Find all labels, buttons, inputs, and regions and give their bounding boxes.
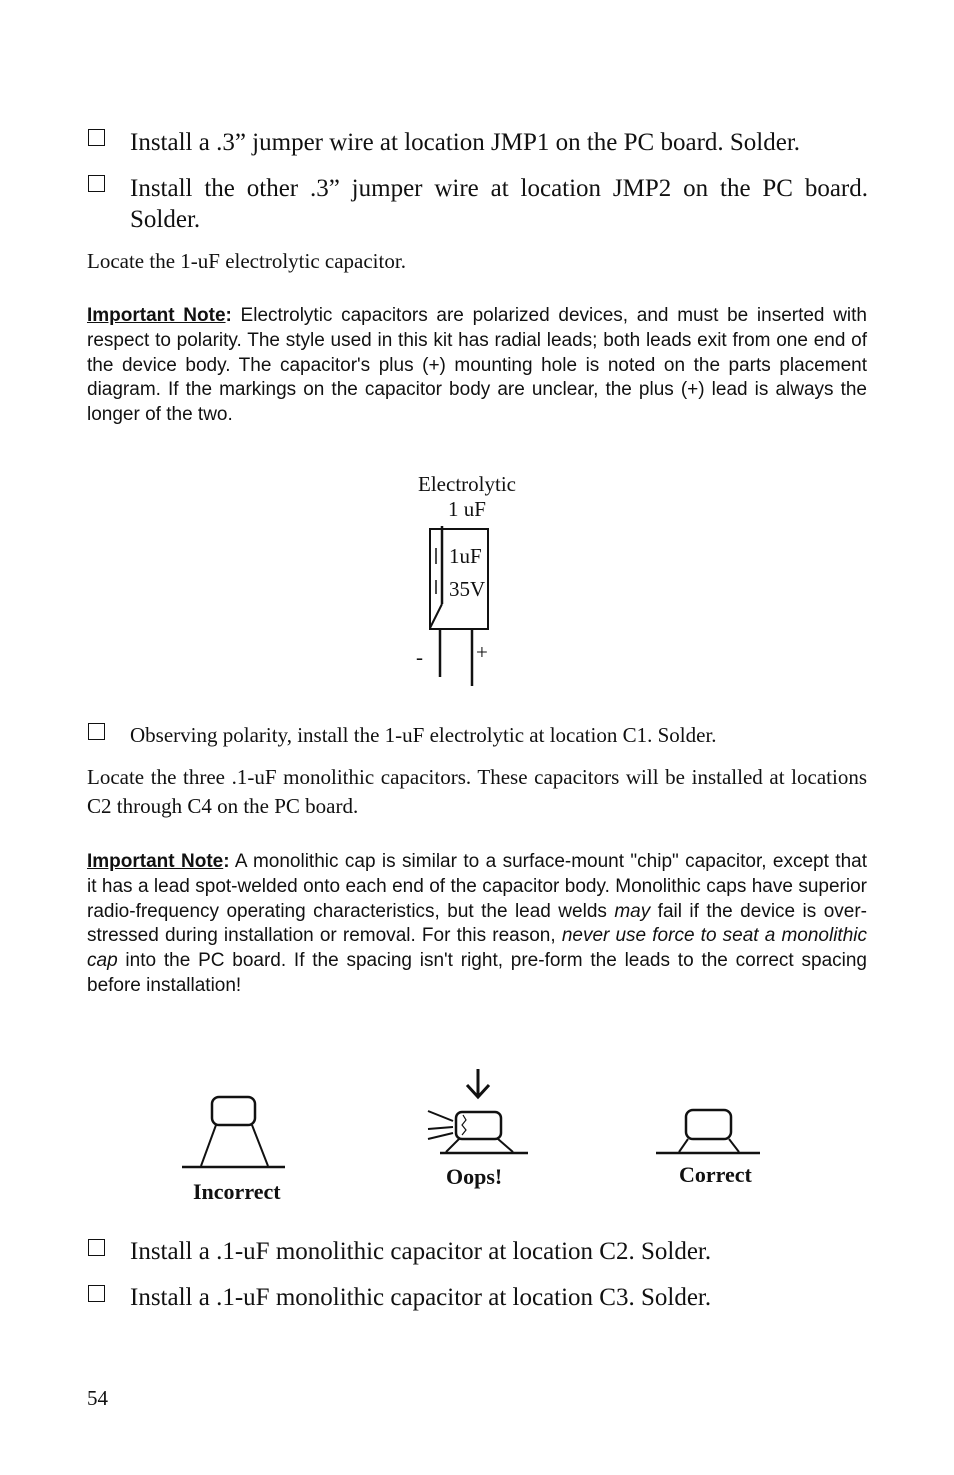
important-note-monolithic	[87, 850, 867, 999]
locate-electrolytic-text: Locate the 1-uF electrolytic capacitor.	[87, 249, 406, 273]
correct-mounting-drawing	[656, 1110, 760, 1153]
body-voltage-label: 35V	[449, 577, 486, 601]
checkbox[interactable]	[88, 1239, 105, 1256]
note-colon: :	[225, 305, 232, 326]
minus-label: -	[416, 645, 423, 669]
correct-caption: Correct	[679, 1162, 752, 1187]
oops-caption: Oops!	[446, 1164, 503, 1189]
step-text: Observing polarity, install the 1-uF electrolytic at location C1. Solder.	[130, 723, 717, 747]
capacitor-body-label	[449, 540, 485, 606]
locate-monolithic-text: Locate the three .1-uF monolithic capacitors. These capacitors will be installed at locations C2 through C4 on the PC board.	[87, 765, 867, 818]
step-text: Install a .1-uF monolithic capacitor at location C3. Solder.	[130, 1284, 712, 1311]
incorrect-mounting-drawing	[182, 1097, 285, 1167]
checkbox[interactable]	[88, 1285, 105, 1302]
electrolytic-figure-title	[397, 472, 537, 522]
note-colon: :	[223, 851, 230, 872]
checklist-item-jmp2	[88, 173, 868, 235]
step-text: Install a .3” jumper wire at location JMP1 on the PC board. Solder.	[130, 129, 801, 156]
note-emphasis: may	[614, 900, 651, 922]
step-text: Install the other .3” jumper wire at location JMP2 on the PC board. Solder.	[130, 175, 868, 233]
checkbox[interactable]	[88, 129, 105, 146]
note-label: Important Note	[87, 305, 226, 326]
note-emphasis: never use force to seat a monolithic cap	[87, 925, 867, 972]
figure-title-line1: Electrolytic	[418, 472, 516, 496]
checkbox[interactable]	[88, 723, 105, 740]
oops-mounting-drawing	[428, 1069, 528, 1153]
plus-label: +	[476, 640, 488, 664]
checkbox[interactable]	[88, 175, 105, 192]
body-value-label: 1uF	[449, 544, 482, 568]
step-text: Install a .1-uF monolithic capacitor at location C2. Solder.	[130, 1238, 712, 1265]
note-label: Important Note	[87, 851, 224, 872]
note-text: fail if the device is over-stressed during installation or removal. For this reason,	[87, 900, 867, 947]
checklist-item-c2	[88, 1236, 868, 1267]
checklist-item-c1	[88, 721, 868, 749]
page-number: 54	[87, 1386, 108, 1410]
figure-title-line2: 1 uF	[448, 497, 486, 521]
checklist-item-c3	[88, 1282, 868, 1313]
note-text: into the PC board. If the spacing isn't right, pre-form the leads to the correct spacing before installation!	[87, 950, 867, 996]
checklist-item-jmp1	[88, 127, 868, 158]
important-note-polarity	[87, 304, 867, 428]
incorrect-caption: Incorrect	[193, 1179, 281, 1204]
note-text: Electrolytic capacitors are polarized devices, and must be inserted with respect to polarity. The style used in this kit has radial leads; both leads exit from one end of the device body. The capacitor's plus (+) mounting hole is noted on the parts placement diagram. If the markings on the capacitor body are unclear, the plus (+) lead is always the longer of the two.	[87, 305, 867, 426]
note-text: A monolithic cap is similar to a surface-mount "chip" capacitor, except that it has a lead spot-welded onto each end of the capacitor body. Monolithic caps have superior radio-frequency operating characteristics, but the lead welds	[87, 851, 867, 922]
stripe-bevel	[430, 604, 442, 628]
